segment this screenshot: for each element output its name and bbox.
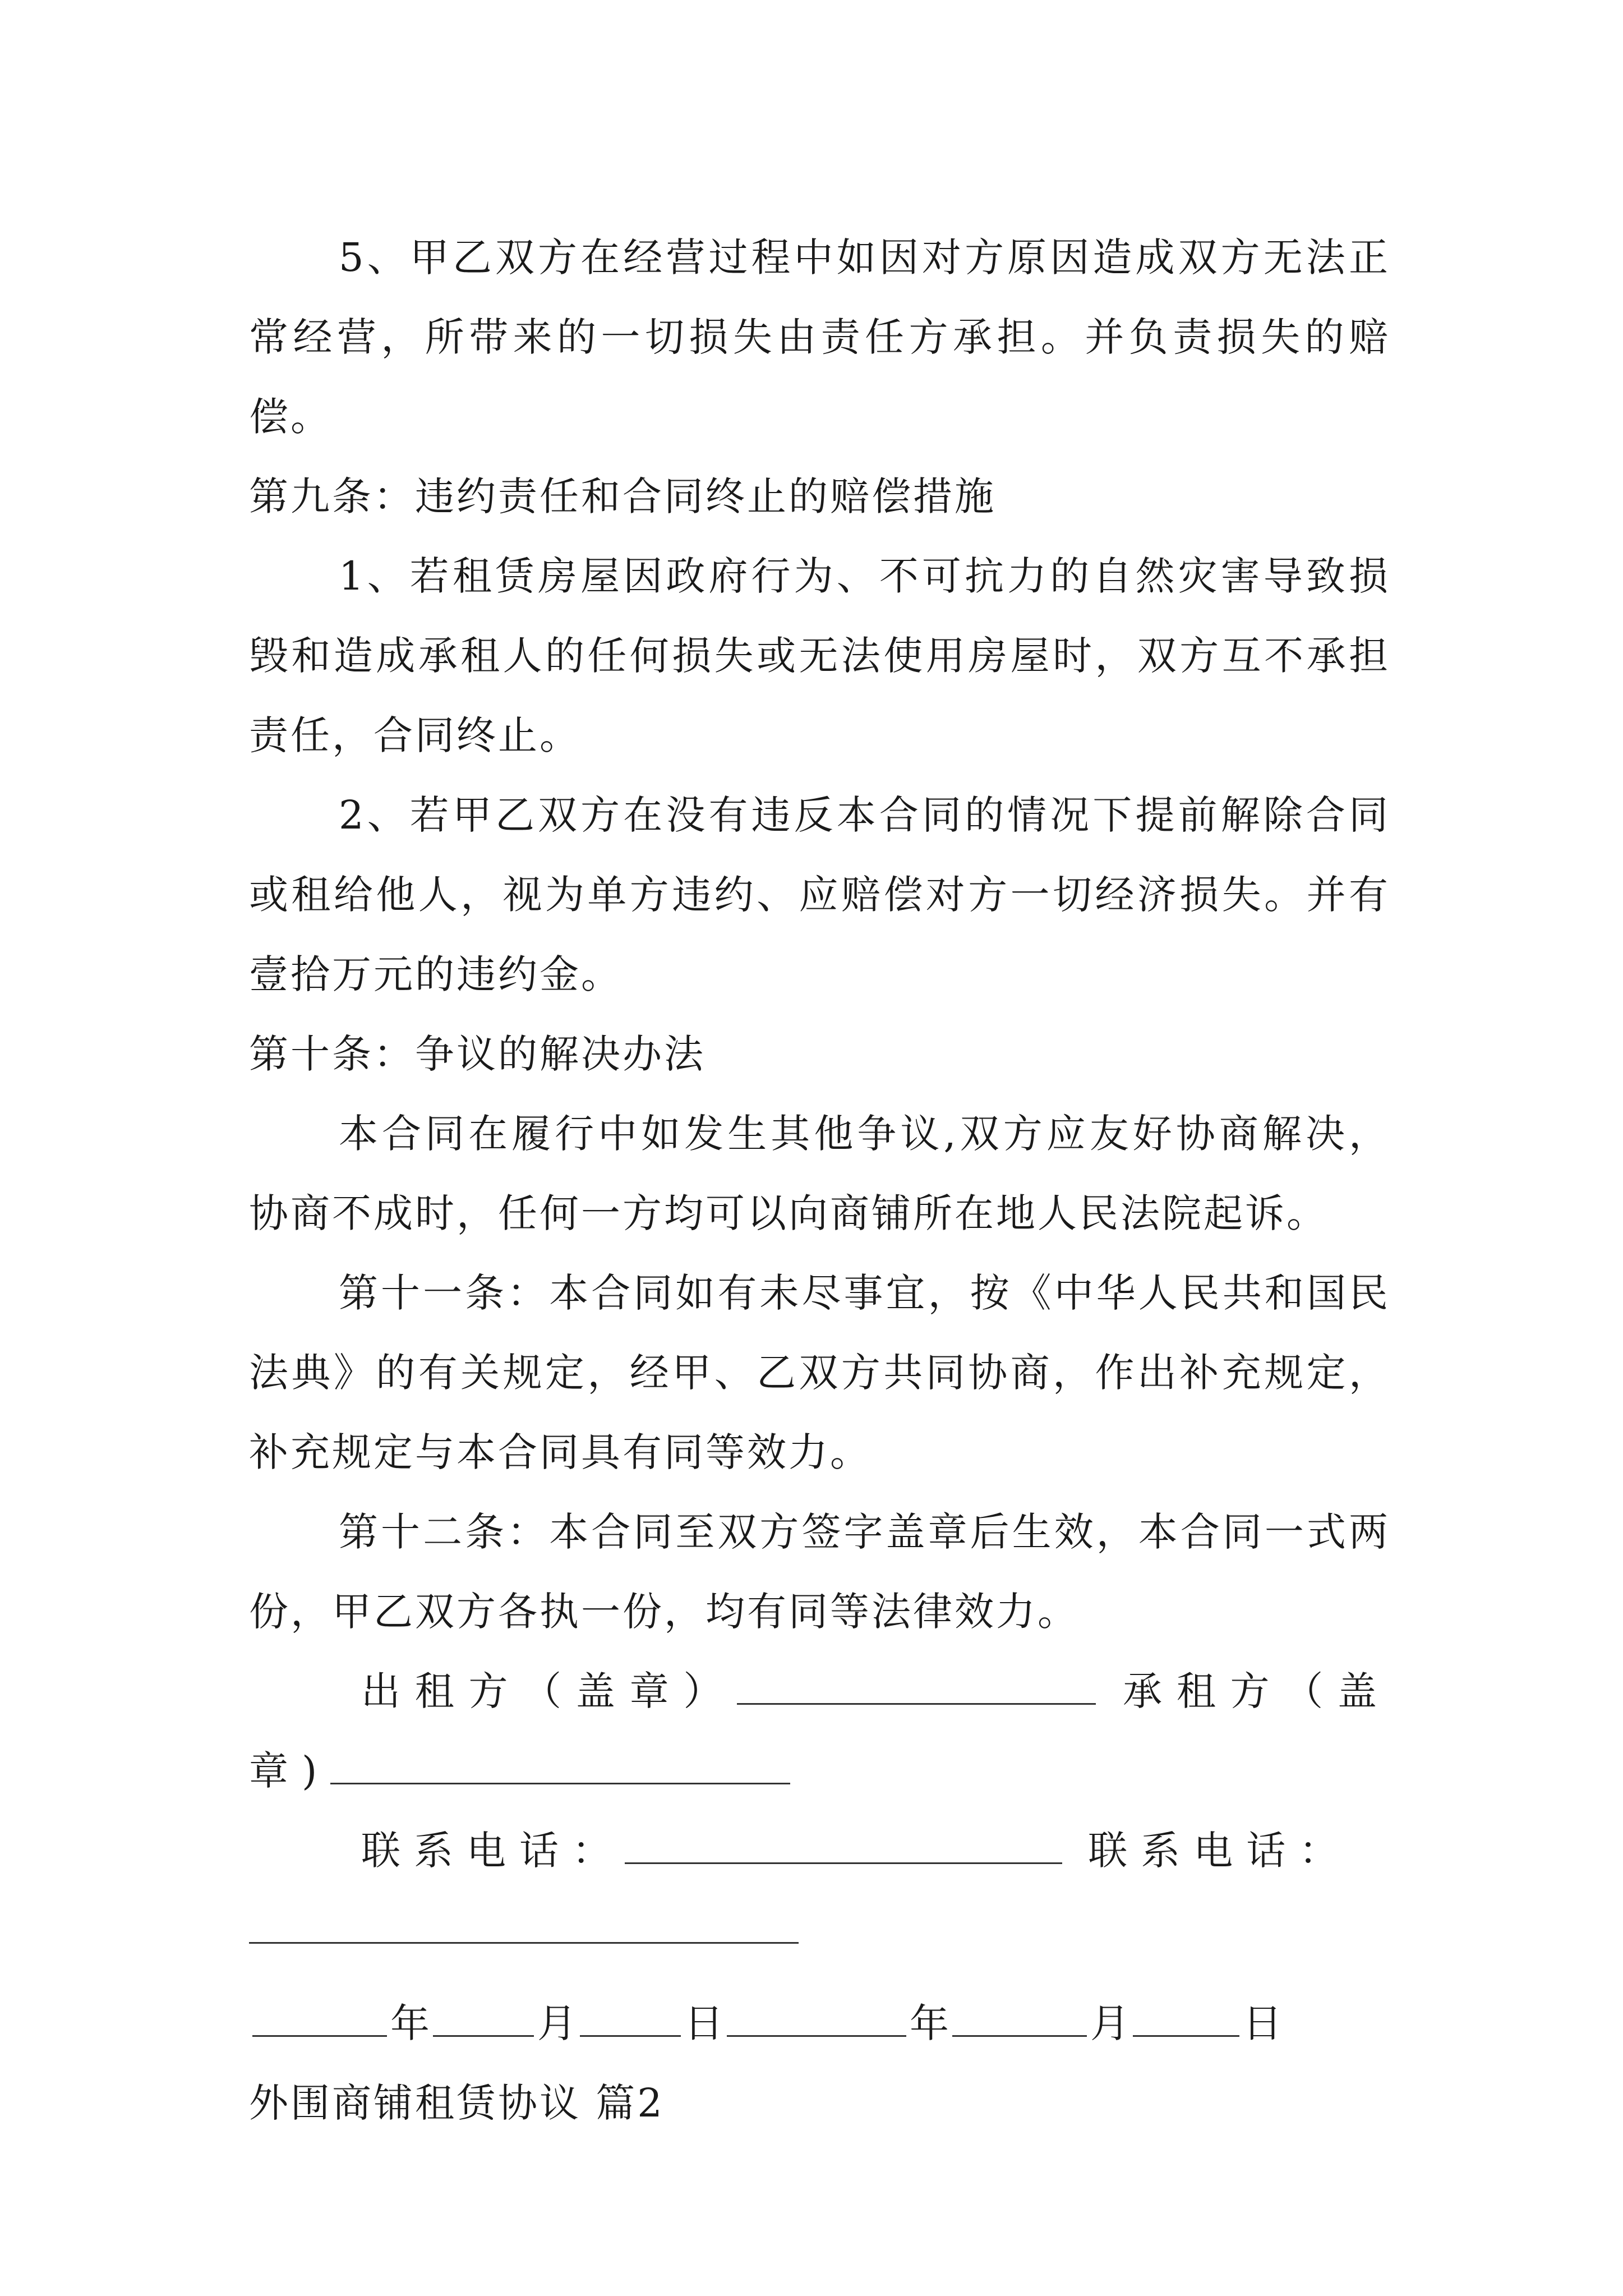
paragraph-clause11: 第十一条：本合同如有未尽事宜，按《中华人民共和国民法典》的有关规定，经甲、乙双方共同协商，作出补充规定，补充规定与本合同具有同等效力。	[249, 1270, 1390, 1475]
lessor-year-line	[252, 2001, 387, 2037]
lessee-seal-line	[330, 1749, 790, 1784]
lessor-year-label: 年	[390, 2000, 430, 2046]
lessee-phone-line	[249, 1908, 799, 1944]
lessor-month-line	[433, 2001, 534, 2037]
document-body	[249, 218, 1390, 2143]
lessee-day-label: 日	[1243, 2000, 1282, 2046]
lessor-phone-label: 联系电话：	[361, 1828, 625, 1874]
heading-clause10: 第十条：争议的解决办法	[249, 1031, 706, 1077]
next-section-title: 外围商铺租赁协议 篇2	[249, 2080, 665, 2126]
spacer	[249, 1970, 1390, 1984]
lessee-seal-label: 承租方（盖章)	[249, 1668, 1391, 1794]
lessee-year-label: 年	[910, 2000, 949, 2046]
lessor-month-label: 月	[537, 2000, 577, 2046]
lessor-seal-label: 出租方（盖章）	[361, 1668, 737, 1714]
date-row	[249, 1984, 1390, 2063]
signature-block	[249, 1651, 1390, 1811]
lessee-month-label: 月	[1090, 2000, 1129, 2046]
lessor-day-label: 日	[684, 2000, 723, 2046]
paragraph-clause9-item1: 1、若租赁房屋因政府行为、不可抗力的自然灾害导致损毁和造成承租人的任何损失或无法使用房屋时，双方互不承担责任，合同终止。	[249, 553, 1390, 758]
paragraph-clause9-item2: 2、若甲乙双方在没有违反本合同的情况下提前解除合同或租给他人，视为单方违约、应赔偿对方一切经济损失。并有壹拾万元的违约金。	[249, 792, 1390, 997]
lessee-day-line	[1133, 2001, 1239, 2037]
lessor-day-line	[580, 2001, 681, 2037]
lessee-phone-row	[249, 1890, 1390, 1970]
lessee-phone-label: 联系电话：	[1088, 1828, 1352, 1874]
lessor-phone-line	[625, 1829, 1062, 1864]
paragraph-clause10: 本合同在履行中如发生其他争议,双方应友好协商解决，协商不成时，任何一方均可以向商铺所在地人民法院起诉。	[249, 1111, 1390, 1236]
lessee-month-line	[952, 2001, 1087, 2037]
paragraph-clause8-item5: 5、甲乙双方在经营过程中如因对方原因造成双方无法正常经营，所带来的一切损失由责任方承担。并负责损失的赔偿。	[249, 234, 1390, 440]
heading-clause9: 第九条：违约责任和合同终止的赔偿措施	[249, 473, 996, 519]
paragraph-clause12: 第十二条：本合同至双方签字盖章后生效，本合同一式两份，甲乙双方各执一份，均有同等法律效力。	[249, 1509, 1390, 1635]
phone-block	[249, 1811, 1390, 1890]
lessor-seal-line	[737, 1669, 1096, 1705]
lessee-year-line	[727, 2001, 906, 2037]
